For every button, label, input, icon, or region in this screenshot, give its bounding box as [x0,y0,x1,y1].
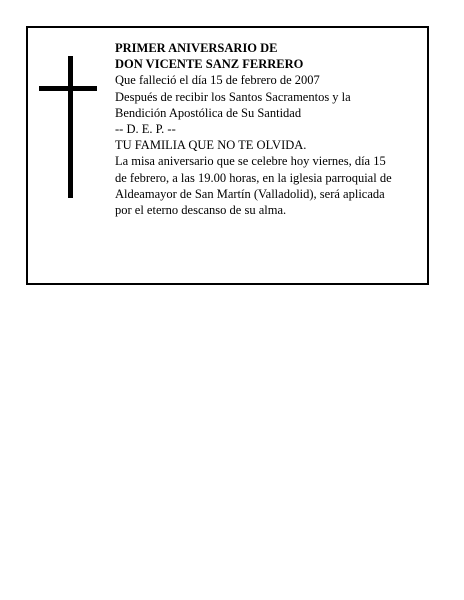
mass-line4: por el eterno descanso de su alma. [115,203,287,218]
sacraments-line2: Bendición Apostólica de Su Santidad [115,105,302,120]
mass-line2: de febrero, a las 19.00 horas, en la iglesia parroquial de [115,170,392,185]
cross-horizontal-bar [39,86,97,91]
mass-line3: Aldeamayor de San Martín (Valladolid), será aplicada [115,186,385,201]
rip-line: -- D. E. P. -- [115,122,176,137]
death-date-line: Que falleció el día 15 de febrero de 2007 [115,73,320,88]
sacraments-line1: Después de recibir los Santos Sacramentos y la [115,89,351,104]
notice-title-line2: DON VICENTE SANZ FERRERO [115,57,304,72]
notice-text [115,40,420,218]
obituary-notice [26,26,429,285]
cross-icon [28,28,88,188]
notice-title-line1: PRIMER ANIVERSARIO DE [115,41,278,55]
cross-vertical-bar [68,56,73,198]
family-line: TU FAMILIA QUE NO TE OLVIDA. [115,138,307,153]
mass-line1: La misa aniversario que se celebre hoy viernes, día 15 [115,154,386,169]
